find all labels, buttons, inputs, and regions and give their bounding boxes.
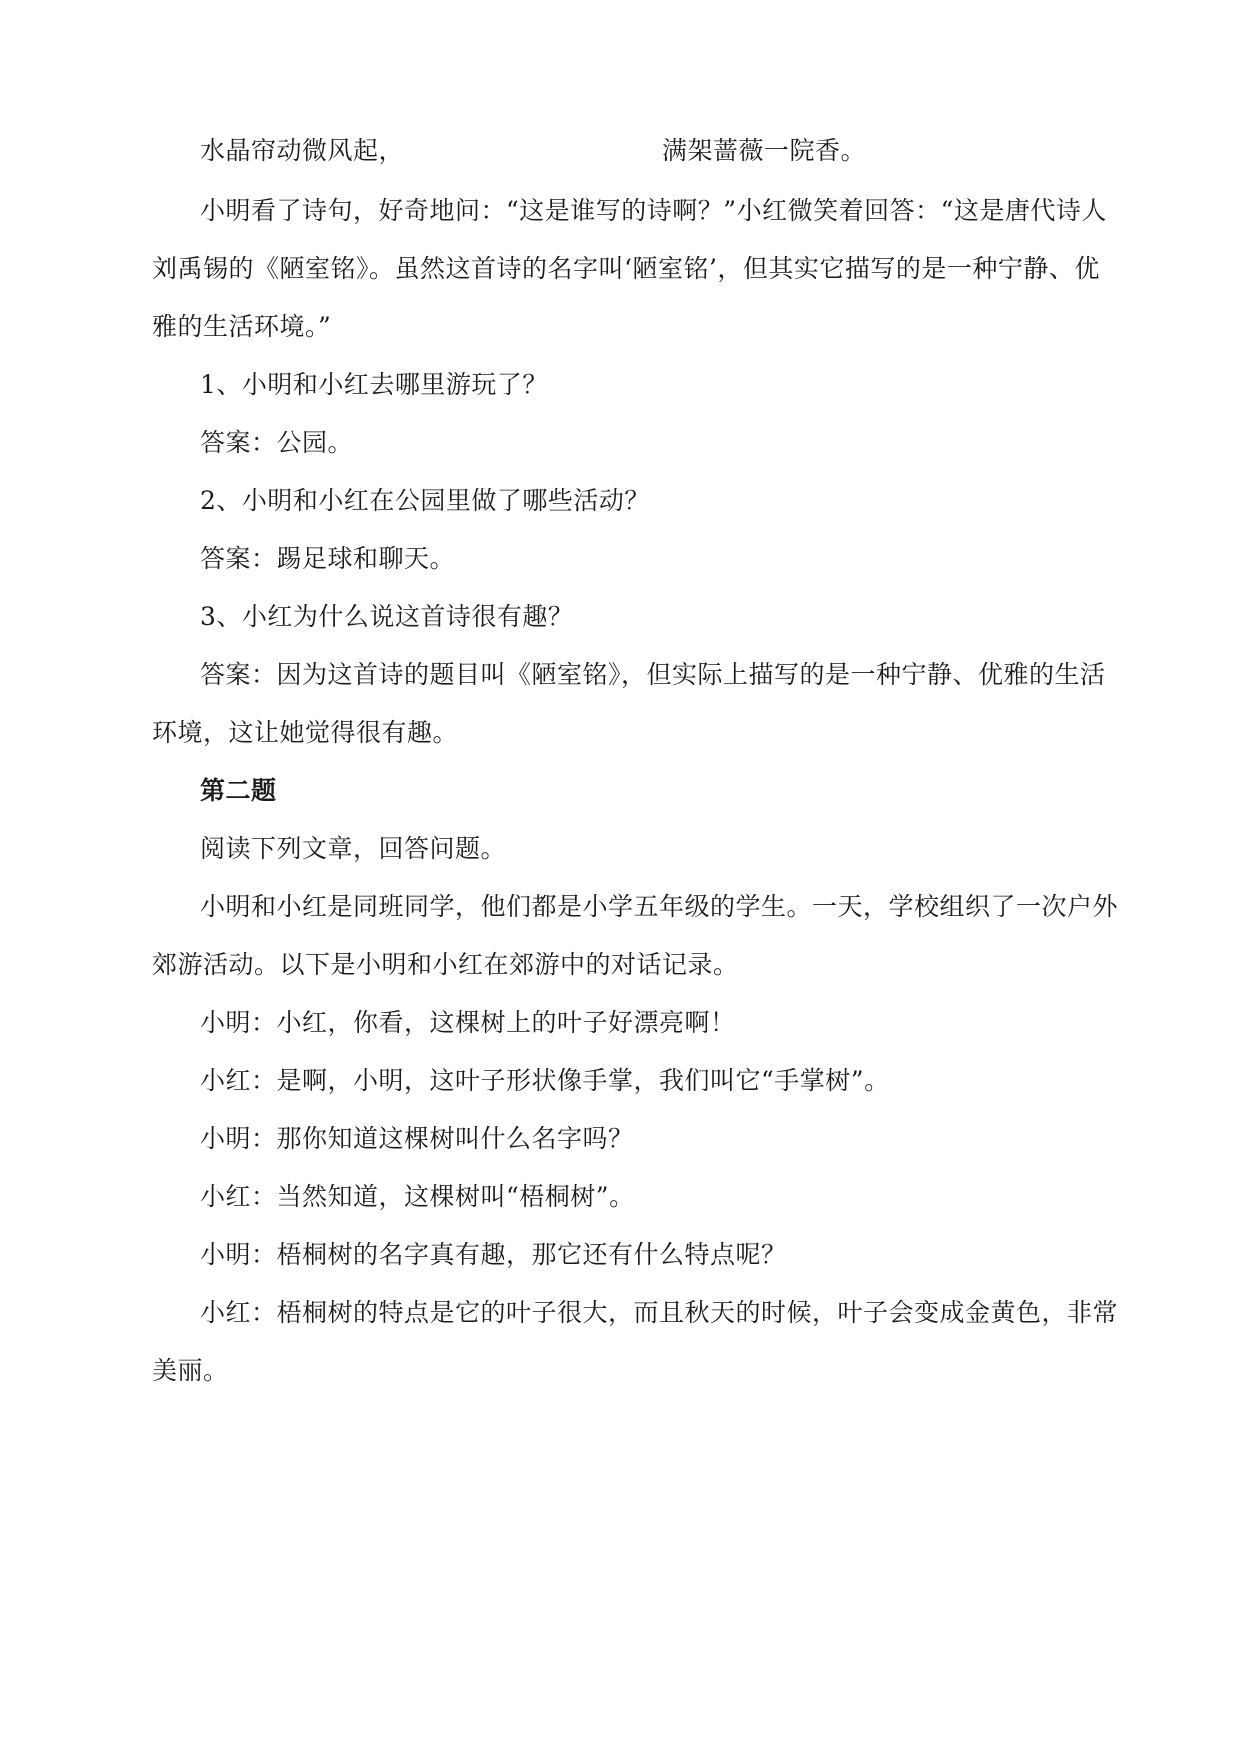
narrative-line-3: 雅的生活环境。” (152, 312, 332, 341)
dialogue-last-line-2: 美丽。 (152, 1356, 229, 1385)
dialogue-line: 小红：当然知道，这棵树叫“梧桐树”。 (200, 1182, 635, 1211)
answer-1: 答案：公园。 (200, 428, 354, 457)
dialogue-line: 小红：是啊，小明，这叶子形状像手掌，我们叫它“手掌树”。 (200, 1066, 890, 1095)
question-3: 3、小红为什么说这首诗很有趣？ (200, 602, 574, 631)
intro-line-1: 小明和小红是同班同学，他们都是小学五年级的学生。一天，学校组织了一次户外 (200, 892, 1119, 921)
answer-3-line-2: 环境，这让她觉得很有趣。 (152, 718, 459, 747)
section-heading: 第二题 (200, 776, 277, 805)
dialogue-line: 小明：梧桐树的名字真有趣，那它还有什么特点呢？ (200, 1240, 787, 1269)
instruction: 阅读下列文章，回答问题。 (200, 834, 507, 863)
answer-2: 答案：踢足球和聊天。 (200, 544, 456, 573)
intro-line-2: 郊游活动。以下是小明和小红在郊游中的对话记录。 (152, 950, 739, 979)
dialogue-last-line-1: 小红：梧桐树的特点是它的叶子很大，而且秋天的时候，叶子会变成金黄色，非常 (200, 1298, 1119, 1327)
dialogue-line: 小明：小红，你看，这棵树上的叶子好漂亮啊！ (200, 1008, 736, 1037)
poem-line (200, 135, 1140, 167)
narrative-line-2: 刘禹锡的《陋室铭》。虽然这首诗的名字叫‘陋室铭’，但其实它描写的是一种宁静、优 (152, 254, 1100, 283)
dialogue-line: 小明：那你知道这棵树叫什么名字吗？ (200, 1124, 634, 1153)
poem-second-half: 满架蔷薇一院香。 (662, 136, 867, 165)
question-1: 1、小明和小红去哪里游玩了？ (200, 370, 548, 399)
poem-first-half: 水晶帘动微风起， (200, 136, 405, 165)
answer-3-line-1: 答案：因为这首诗的题目叫《陋室铭》，但实际上描写的是一种宁静、优雅的生活 (200, 660, 1106, 689)
question-2: 2、小明和小红在公园里做了哪些活动？ (200, 486, 650, 515)
narrative-line-1: 小明看了诗句，好奇地问：“这是谁写的诗啊？”小红微笑着回答：“这是唐代诗人 (200, 196, 1107, 225)
